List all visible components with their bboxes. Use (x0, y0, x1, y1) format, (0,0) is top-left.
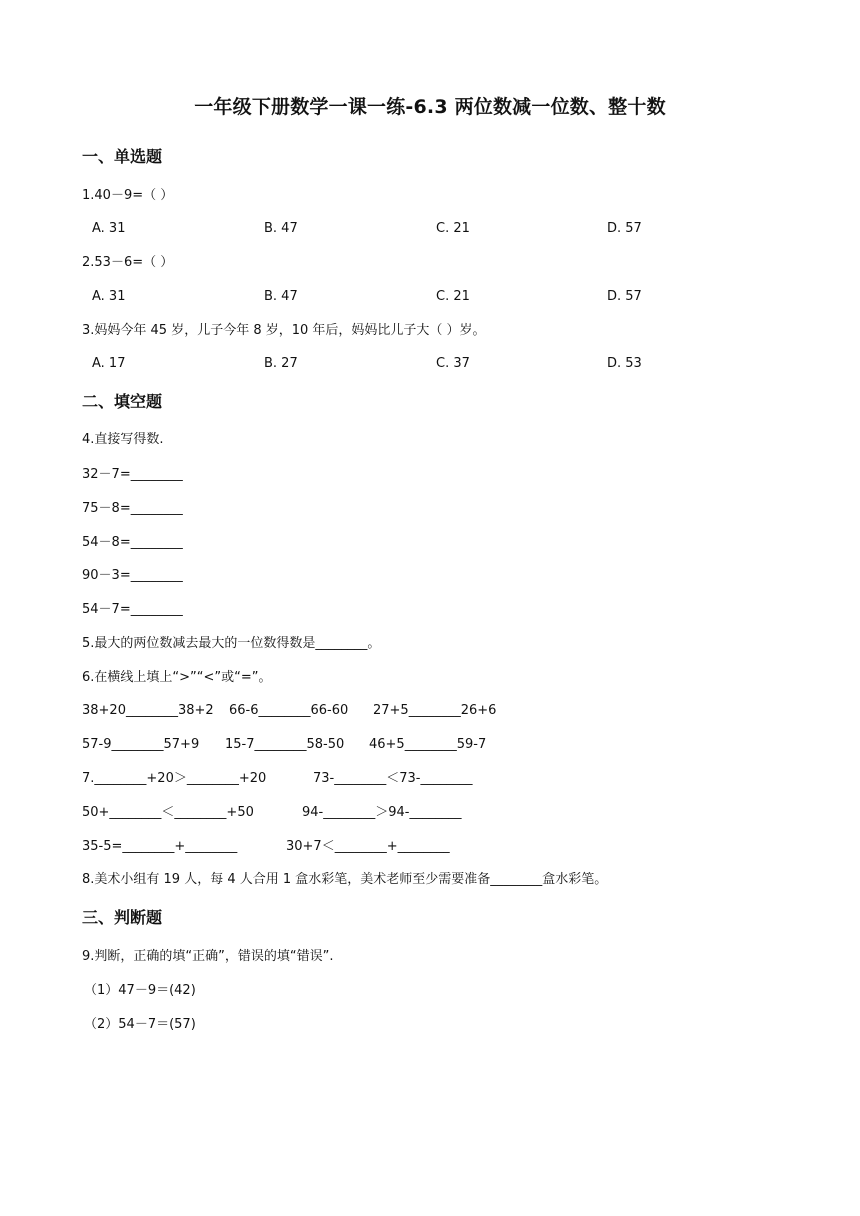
option-c[interactable]: C. 21 (436, 289, 470, 304)
inequality-item: 94-________＞94-________ (302, 805, 462, 820)
question-9-item: （1）47－9＝(42) (84, 983, 196, 998)
section-heading-single-choice: 一、单选题 (82, 147, 163, 166)
question-4-item: 90－3=________ (82, 568, 183, 583)
option-a[interactable]: A. 31 (92, 221, 126, 236)
question-3-stem: 3.妈妈今年 45 岁，儿子今年 8 岁，10 年后，妈妈比儿子大（ ）岁。 (82, 323, 486, 338)
question-4-item: 32－7=________ (82, 467, 183, 482)
question-3-options (92, 355, 792, 373)
question-1-stem: 1.40－9=（ ） (82, 188, 174, 203)
option-b[interactable]: B. 47 (264, 221, 298, 236)
section-heading-true-false: 三、判断题 (82, 908, 163, 927)
option-b[interactable]: B. 47 (264, 289, 298, 304)
option-d[interactable]: D. 53 (607, 356, 642, 371)
question-2-options (92, 288, 792, 306)
option-c[interactable]: C. 21 (436, 221, 470, 236)
question-8-stem: 8.美术小组有 19 人，每 4 人合用 1 盒水彩笔，美术老师至少需要准备________盒水彩笔。 (82, 872, 608, 887)
option-c[interactable]: C. 37 (436, 356, 470, 371)
question-1-options (92, 220, 792, 238)
question-9-stem: 9.判断，正确的填“正确”，错误的填“错误”. (82, 949, 334, 964)
inequality-item: 30+7＜________+________ (286, 839, 450, 854)
compare-item: 66-6________66-60 (229, 703, 349, 718)
question-4-item: 54－7=________ (82, 602, 183, 617)
inequality-item: 73-________＜73-________ (313, 771, 473, 786)
compare-item: 57-9________57+9 (82, 737, 200, 752)
question-4-item: 54－8=________ (82, 535, 183, 550)
option-d[interactable]: D. 57 (607, 289, 642, 304)
question-5-stem: 5.最大的两位数减去最大的一位数得数是________。 (82, 636, 381, 651)
compare-item: 38+20________38+2 (82, 703, 214, 718)
question-2-stem: 2.53－6=（ ） (82, 255, 174, 270)
question-4-item: 75－8=________ (82, 501, 183, 516)
inequality-item: 50+________＜________+50 (82, 805, 254, 820)
question-9-item: （2）54－7＝(57) (84, 1017, 196, 1032)
inequality-item: 35-5=________+________ (82, 839, 238, 854)
option-d[interactable]: D. 57 (607, 221, 642, 236)
page-title: 一年级下册数学一课一练-6.3 两位数减一位数、整十数 (194, 96, 666, 118)
inequality-item: 7.________+20＞________+20 (82, 771, 267, 786)
compare-item: 46+5________59-7 (369, 737, 487, 752)
option-a[interactable]: A. 17 (92, 356, 126, 371)
question-6-stem: 6.在横线上填上“>”“<”或“=”。 (82, 670, 272, 685)
compare-item: 27+5________26+6 (373, 703, 497, 718)
option-a[interactable]: A. 31 (92, 289, 126, 304)
question-4-stem: 4.直接写得数. (82, 432, 164, 447)
option-b[interactable]: B. 27 (264, 356, 298, 371)
section-heading-fill-blank: 二、填空题 (82, 392, 163, 411)
compare-item: 15-7________58-50 (225, 737, 345, 752)
